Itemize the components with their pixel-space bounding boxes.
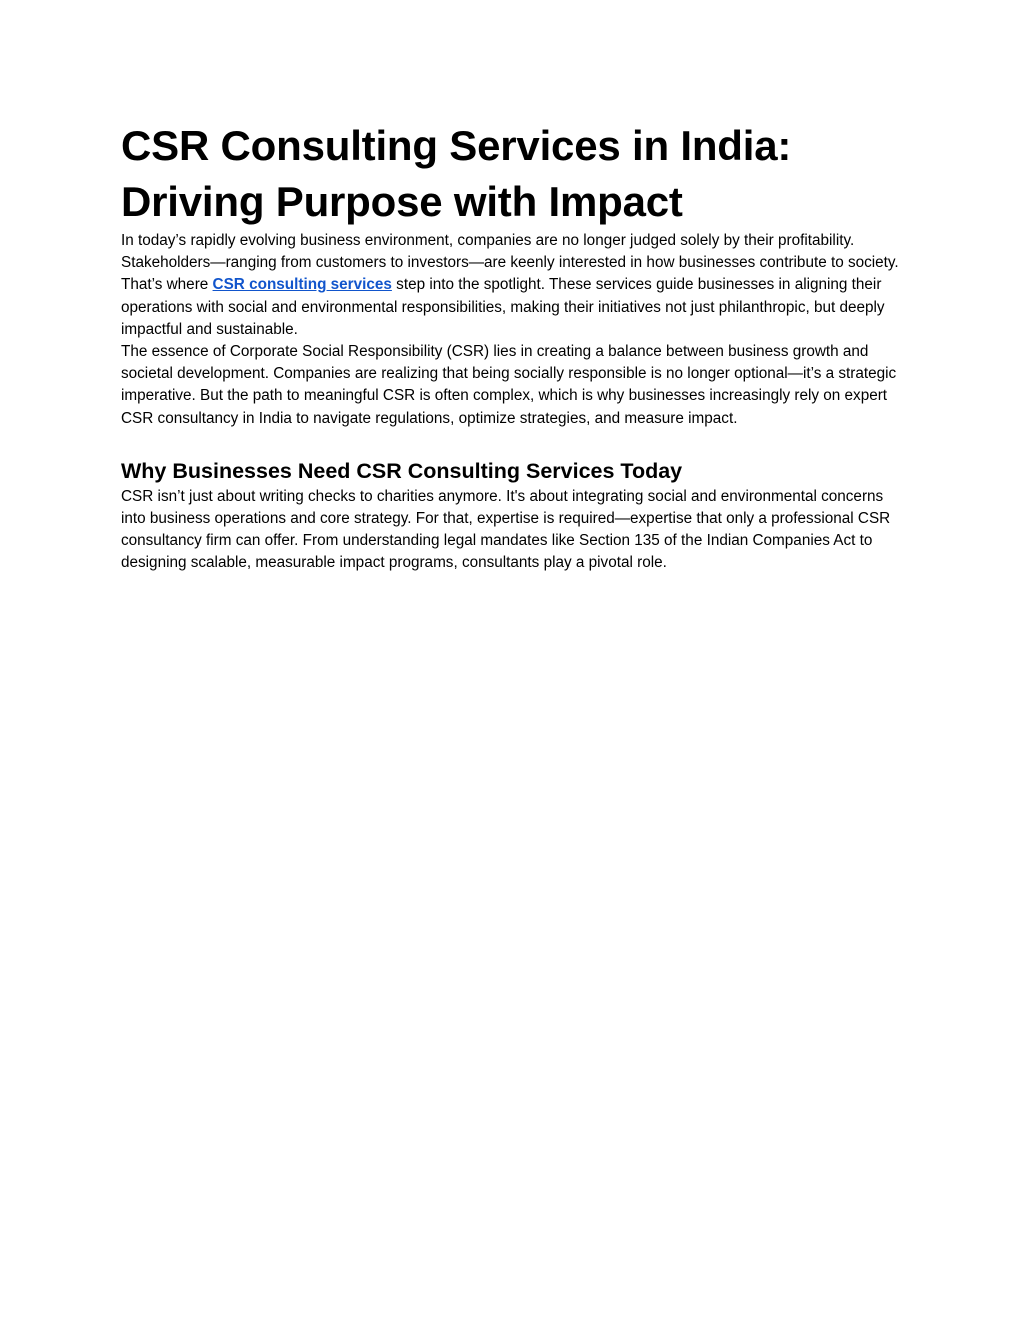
- csr-consulting-services-link[interactable]: CSR consulting services: [212, 276, 392, 294]
- intro-paragraph: [121, 230, 911, 341]
- document-page: [121, 118, 911, 575]
- section-paragraph: CSR isn’t just about writing checks to charities anymore. It's about integrating social and environmental concerns into business operations and core strategy. For that, expertise is required—expertise that only a professional CSR consultancy firm can offer. From understanding legal mandates like Section 135 of the Indian Companies Act to designing scalable, measurable impact programs, consultants play a pivotal role.: [121, 487, 891, 572]
- intro-text-after-link: step into the spotlight. These services guide businesses in aligning their operations with social and environmental responsibilities, making their initiatives not just philanthropic, but deeply impactful and sustainable.: [121, 276, 885, 338]
- page-title-line-2: Driving Purpose with Impact: [121, 178, 683, 225]
- essence-paragraph: The essence of Corporate Social Responsibility (CSR) lies in creating a balance between business growth and societal development. Companies are realizing that being socially responsible is no longer optional—it’s a strategic imperative. But the path to meaningful CSR is often complex, which is why businesses increasingly rely on expert CSR consultancy in India to navigate regulations, optimize strategies, and measure impact.: [121, 343, 897, 427]
- page-title: [121, 118, 911, 230]
- intro-text-before-link: In today’s rapidly evolving business environment, companies are no longer judged solely by their profitability. Stakeholders—ranging from customers to investors—are keenly interested in how businesses contribute to society. That’s where: [121, 232, 899, 294]
- page-title-line-1: CSR Consulting Services in India:: [121, 122, 792, 169]
- section-heading: Why Businesses Need CSR Consulting Services Today: [121, 458, 683, 483]
